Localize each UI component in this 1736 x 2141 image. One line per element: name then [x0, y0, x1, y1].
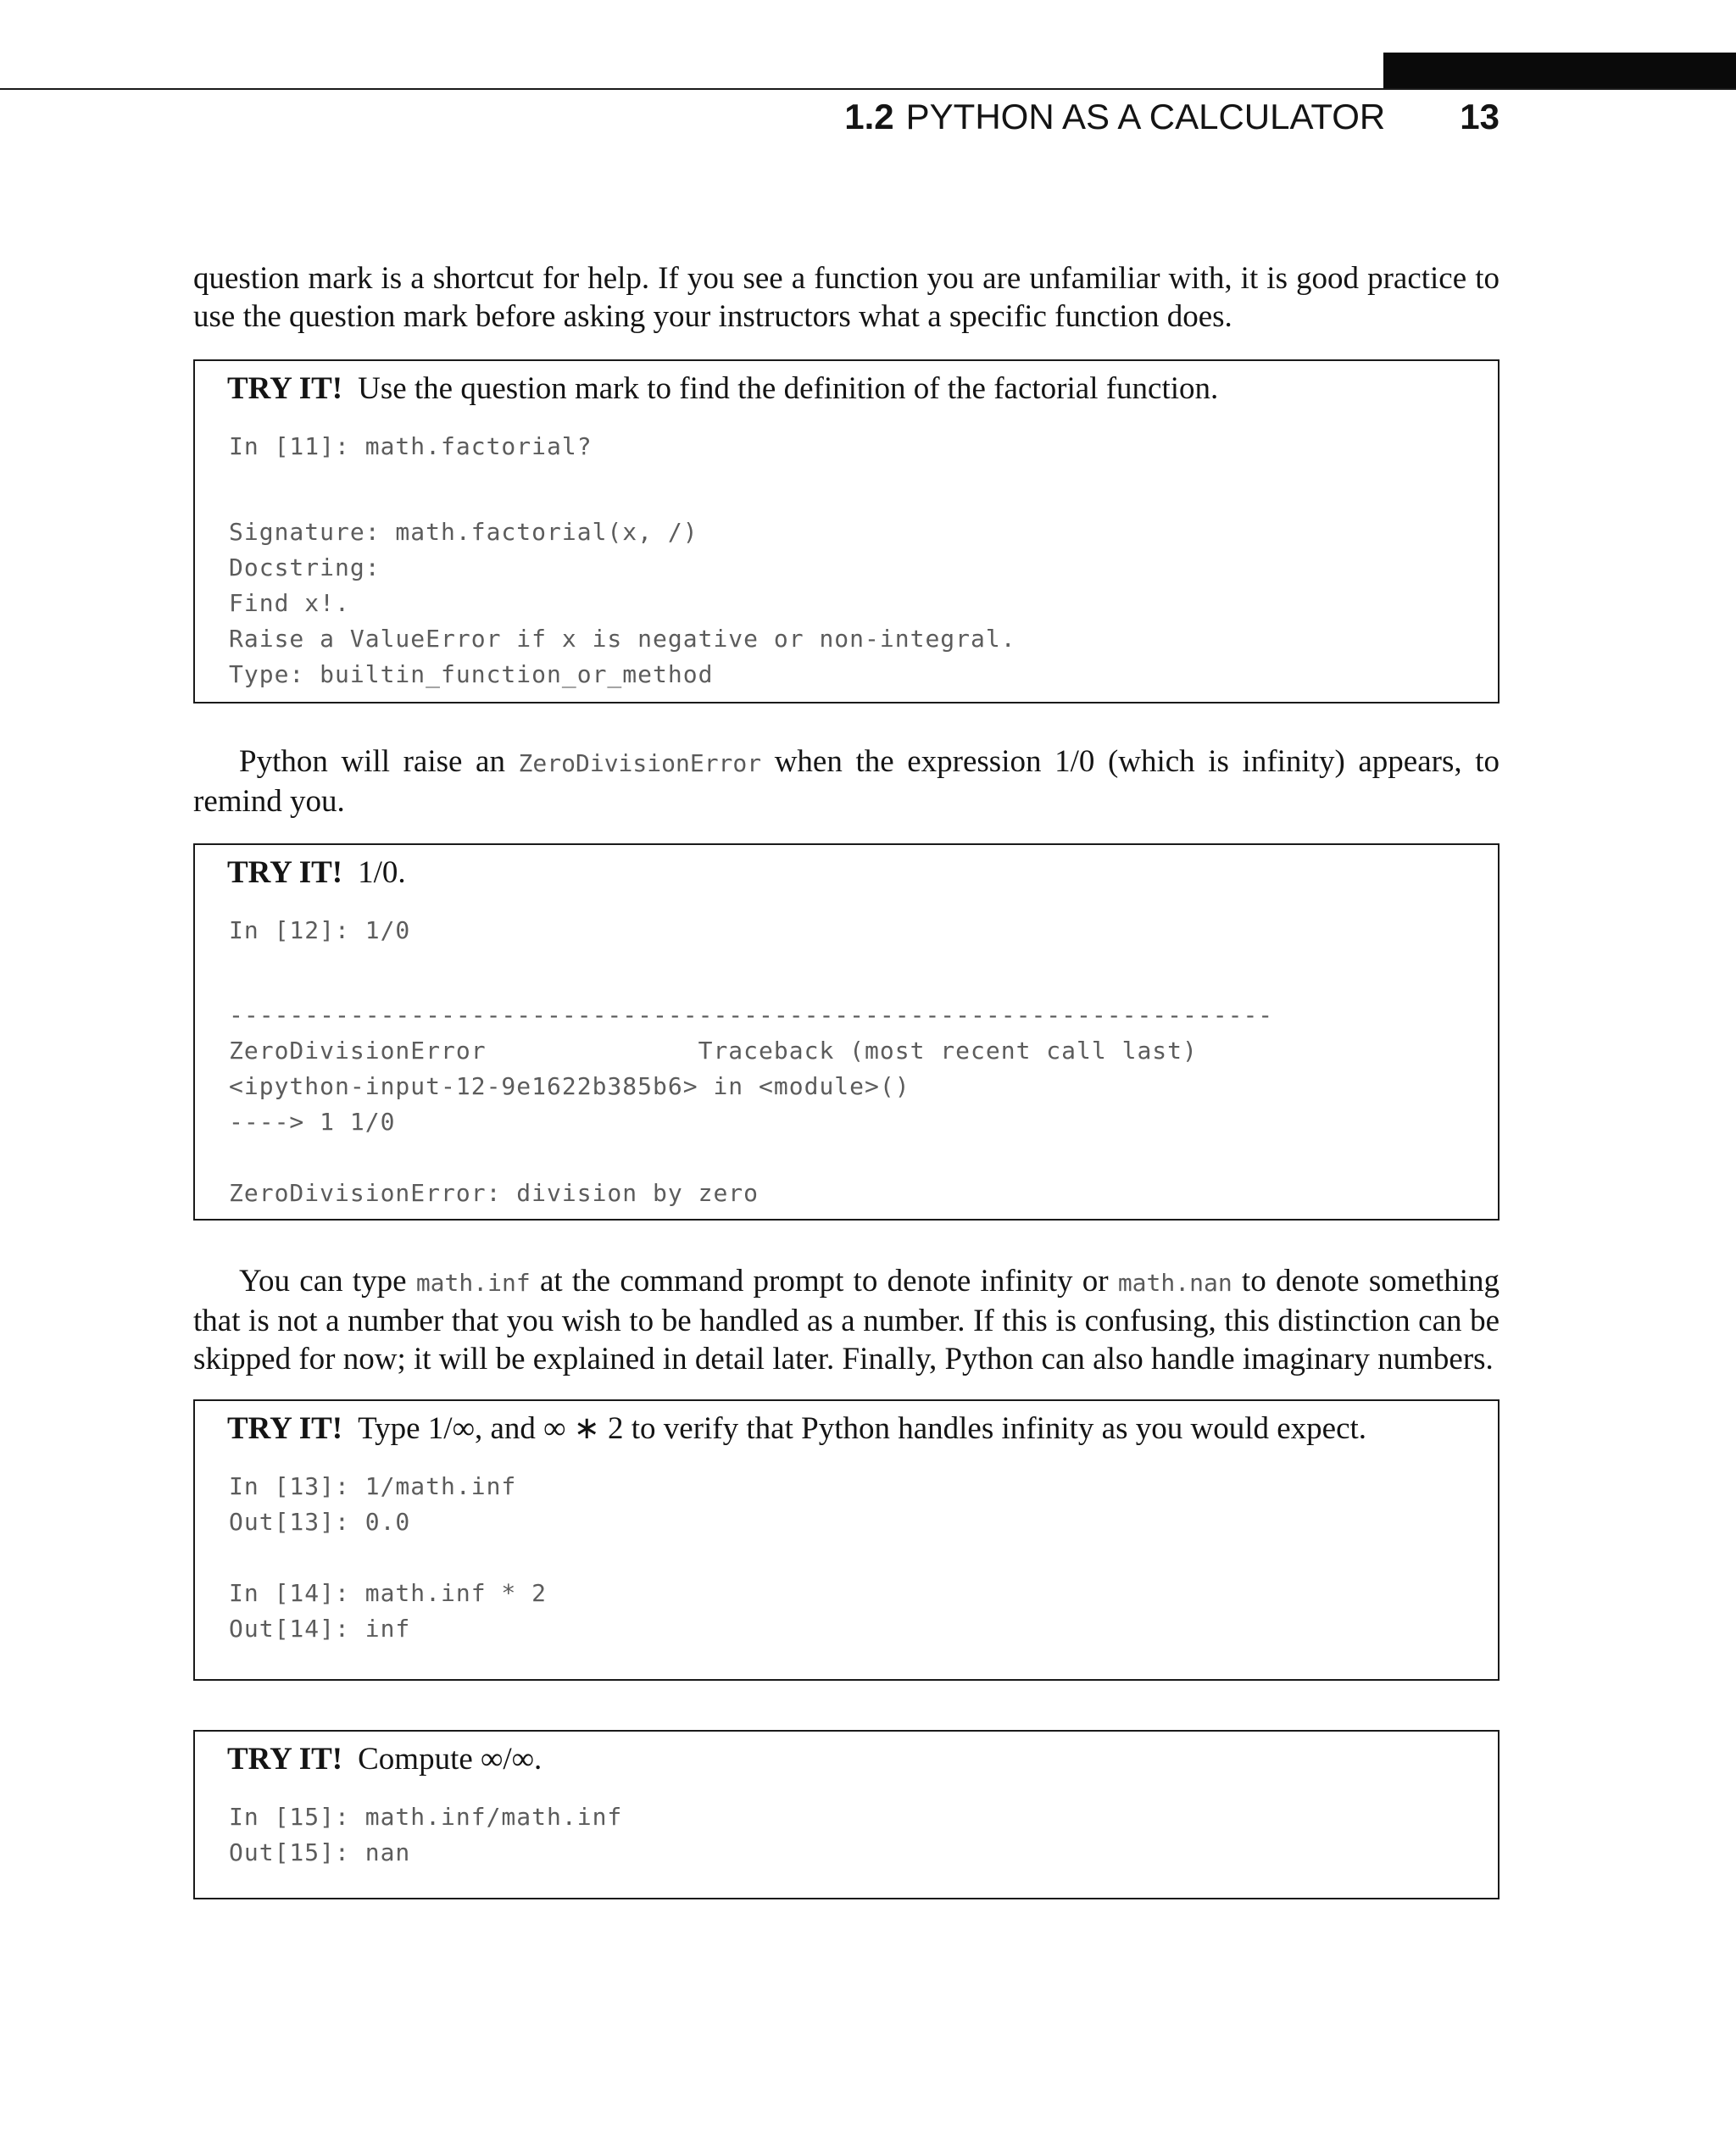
try-it-instruction: 1/0.	[358, 855, 406, 890]
try-it-box-factorial	[193, 359, 1500, 703]
try-it-label: TRY IT!	[227, 371, 343, 406]
header-rule	[0, 88, 1736, 90]
section-number: 1.2	[844, 97, 894, 136]
try-it-box-infinity	[193, 1399, 1500, 1681]
paragraph-text: You can type	[239, 1264, 416, 1299]
paragraph-text: Python will raise an	[239, 744, 519, 779]
try-it-instruction: Compute ∞/∞.	[358, 1742, 542, 1777]
code-block: In [13]: 1/math.inf Out[13]: 0.0 In [14]: math.inf * 2 Out[14]: inf	[229, 1472, 548, 1643]
try-it-heading	[227, 854, 406, 892]
page-number: 13	[1460, 97, 1500, 136]
paragraph-text: when the expression 1/0 (which is infinity) appears, to remind you.	[193, 744, 1500, 819]
inline-code-nan: math.nan	[1117, 1269, 1232, 1297]
code-input: In [11]: math.factorial?	[229, 432, 593, 460]
try-it-label: TRY IT!	[227, 1411, 343, 1446]
try-it-label: TRY IT!	[227, 1742, 343, 1777]
try-it-heading	[227, 370, 1218, 408]
code-block: In [15]: math.inf/math.inf Out[15]: nan	[229, 1803, 623, 1866]
code-input: In [12]: 1/0	[229, 916, 411, 944]
header-tab-bar	[1383, 53, 1736, 90]
paragraph-help: question mark is a shortcut for help. If you see a function you are unfamiliar with, it is good practice to use the question mark before asking your instructors what a specific function does.	[193, 261, 1500, 334]
paragraph-zero-division	[193, 742, 1500, 820]
code-traceback: --------------------------------------------------------------------- ZeroDivisionError Traceback (most recent call last) <ipython-input-12-9e1622b385b6> in <module>() ----> 1 1/0 ZeroDivisionError: division by zero	[229, 1001, 1274, 1207]
try-it-box-inf-div-inf	[193, 1730, 1500, 1899]
try-it-instruction: Use the question mark to find the definition of the factorial function.	[358, 371, 1219, 406]
try-it-heading	[227, 1410, 1366, 1448]
section-title: PYTHON AS A CALCULATOR	[905, 97, 1386, 136]
try-it-label: TRY IT!	[227, 855, 343, 890]
running-head	[844, 93, 1500, 141]
try-it-instruction: Type 1/∞, and ∞ ∗ 2 to verify that Python handles infinity as you would expect.	[358, 1411, 1367, 1446]
inline-code: ZeroDivisionError	[518, 749, 762, 777]
paragraph-text: at the command prompt to denote infinity or	[530, 1264, 1118, 1299]
try-it-heading	[227, 1740, 542, 1778]
try-it-box-division	[193, 843, 1500, 1221]
inline-code-inf: math.inf	[415, 1269, 531, 1297]
paragraph-text: to denote something that is not a number that you wish to be handled as a number. If this is confusing, this distinction can be skipped for now; it will be explained in detail later. Finally, Python can also handle imaginary numbers.	[193, 1264, 1500, 1376]
code-output: Signature: math.factorial(x, /) Docstring: Find x!. Raise a ValueError if x is negative or non-integral. Type: builtin_function_or_method	[229, 518, 1016, 688]
paragraph-infinity	[193, 1262, 1500, 1378]
